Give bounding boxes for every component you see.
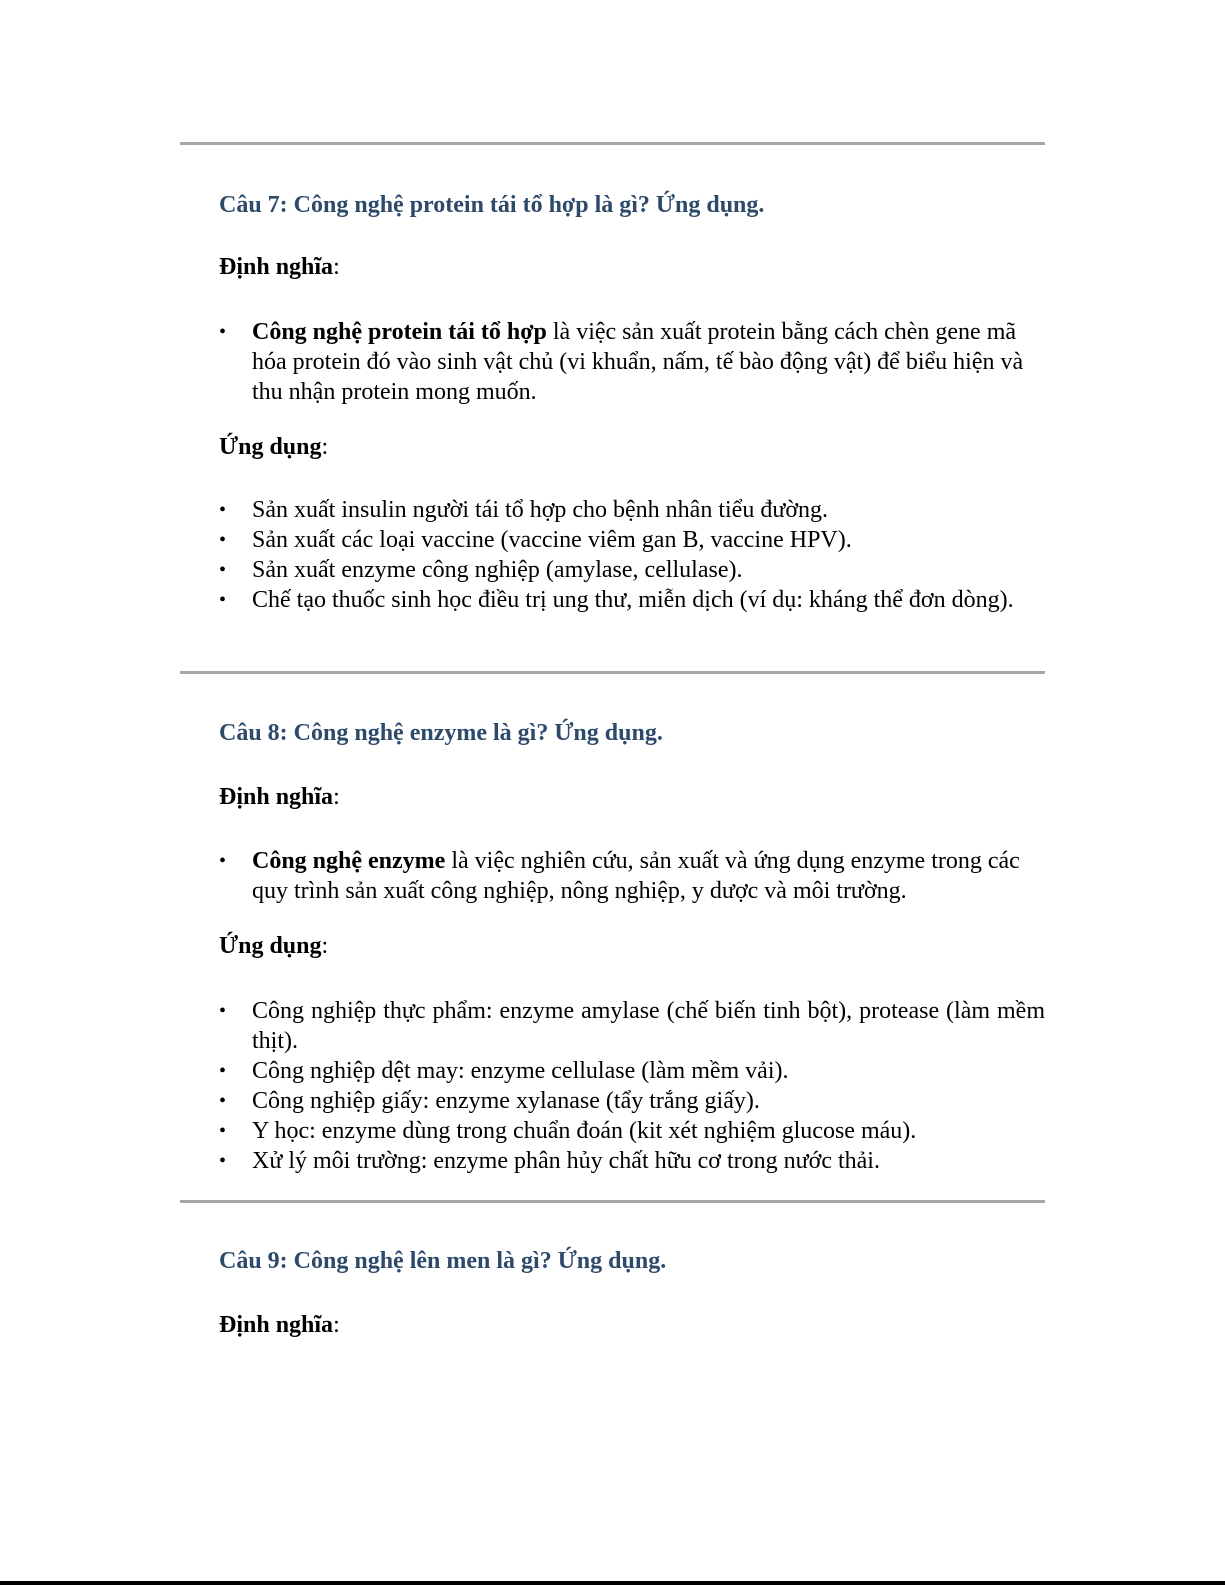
list-item: • Công nghiệp giấy: enzyme xylanase (tẩy trắng giấy). xyxy=(219,1086,1045,1116)
q7-definition-label xyxy=(219,254,340,281)
list-item: • Công nghiệp dệt may: enzyme cellulase (làm mềm vải). xyxy=(219,1056,1045,1086)
q9-definition-label-text: Định nghĩa xyxy=(219,1312,334,1338)
list-item: • Công nghiệp thực phẩm: enzyme amylase (chế biến tinh bột), protease (làm mềm thịt). xyxy=(219,996,1045,1056)
list-item xyxy=(219,846,1045,906)
question-9-title: Câu 9: Công nghệ lên men là gì? Ứng dụng. xyxy=(219,1248,667,1274)
q7-definition-list xyxy=(219,317,1045,407)
q7-application-list xyxy=(219,495,1045,615)
q7-application-label xyxy=(219,434,328,461)
page-bottom-edge xyxy=(0,1581,1225,1585)
q8-application-label-text: Ứng dụng xyxy=(219,933,322,959)
q8-application-list xyxy=(219,996,1045,1176)
list-item xyxy=(219,317,1045,407)
q8-definition-list xyxy=(219,846,1045,906)
q9-definition-label xyxy=(219,1312,340,1339)
horizontal-divider xyxy=(180,1200,1045,1203)
q8-application-label xyxy=(219,933,328,960)
q7-definition-label-text: Định nghĩa xyxy=(219,254,334,280)
question-8-title: Câu 8: Công nghệ enzyme là gì? Ứng dụng. xyxy=(219,720,663,746)
question-7-title: Câu 7: Công nghệ protein tái tổ hợp là gì? Ứng dụng. xyxy=(219,192,765,218)
q8-definition-colon: : xyxy=(333,784,340,810)
list-item: • Sản xuất các loại vaccine (vaccine viêm gan B, vaccine HPV). xyxy=(219,525,1045,555)
q8-definition-label xyxy=(219,784,340,811)
horizontal-divider xyxy=(180,142,1045,145)
q8-application-colon: : xyxy=(321,933,329,959)
horizontal-divider xyxy=(180,671,1045,674)
q7-application-colon: : xyxy=(321,434,329,460)
list-item: • Chế tạo thuốc sinh học điều trị ung thư, miễn dịch (ví dụ: kháng thể đơn dòng). xyxy=(219,585,1045,615)
list-item: • Sản xuất enzyme công nghiệp (amylase, cellulase). xyxy=(219,555,1045,585)
q7-definition-colon: : xyxy=(333,254,340,280)
list-item: • Sản xuất insulin người tái tổ hợp cho bệnh nhân tiểu đường. xyxy=(219,495,1045,525)
q9-definition-colon: : xyxy=(333,1312,340,1338)
q8-definition-text: là việc nghiên cứu, sản xuất và ứng dụng enzyme trong các quy trình sản xuất công nghiệp, nông nghiệp, y dược và môi trường. xyxy=(252,848,1020,904)
q7-definition-term: Công nghệ protein tái tổ hợp xyxy=(252,319,547,345)
q8-definition-label-text: Định nghĩa xyxy=(219,784,334,810)
list-item: • Xử lý môi trường: enzyme phân hủy chất hữu cơ trong nước thải. xyxy=(219,1146,1045,1176)
q7-definition-text: là việc sản xuất protein bằng cách chèn gene mã hóa protein đó vào sinh vật chủ (vi khuẩn, nấm, tế bào động vật) để biểu hiện và thu nhận protein mong muốn. xyxy=(252,319,1024,405)
list-item: • Y học: enzyme dùng trong chuẩn đoán (kit xét nghiệm glucose máu). xyxy=(219,1116,1045,1146)
q8-definition-term: Công nghệ enzyme xyxy=(252,848,446,874)
q7-application-label-text: Ứng dụng xyxy=(219,434,322,460)
